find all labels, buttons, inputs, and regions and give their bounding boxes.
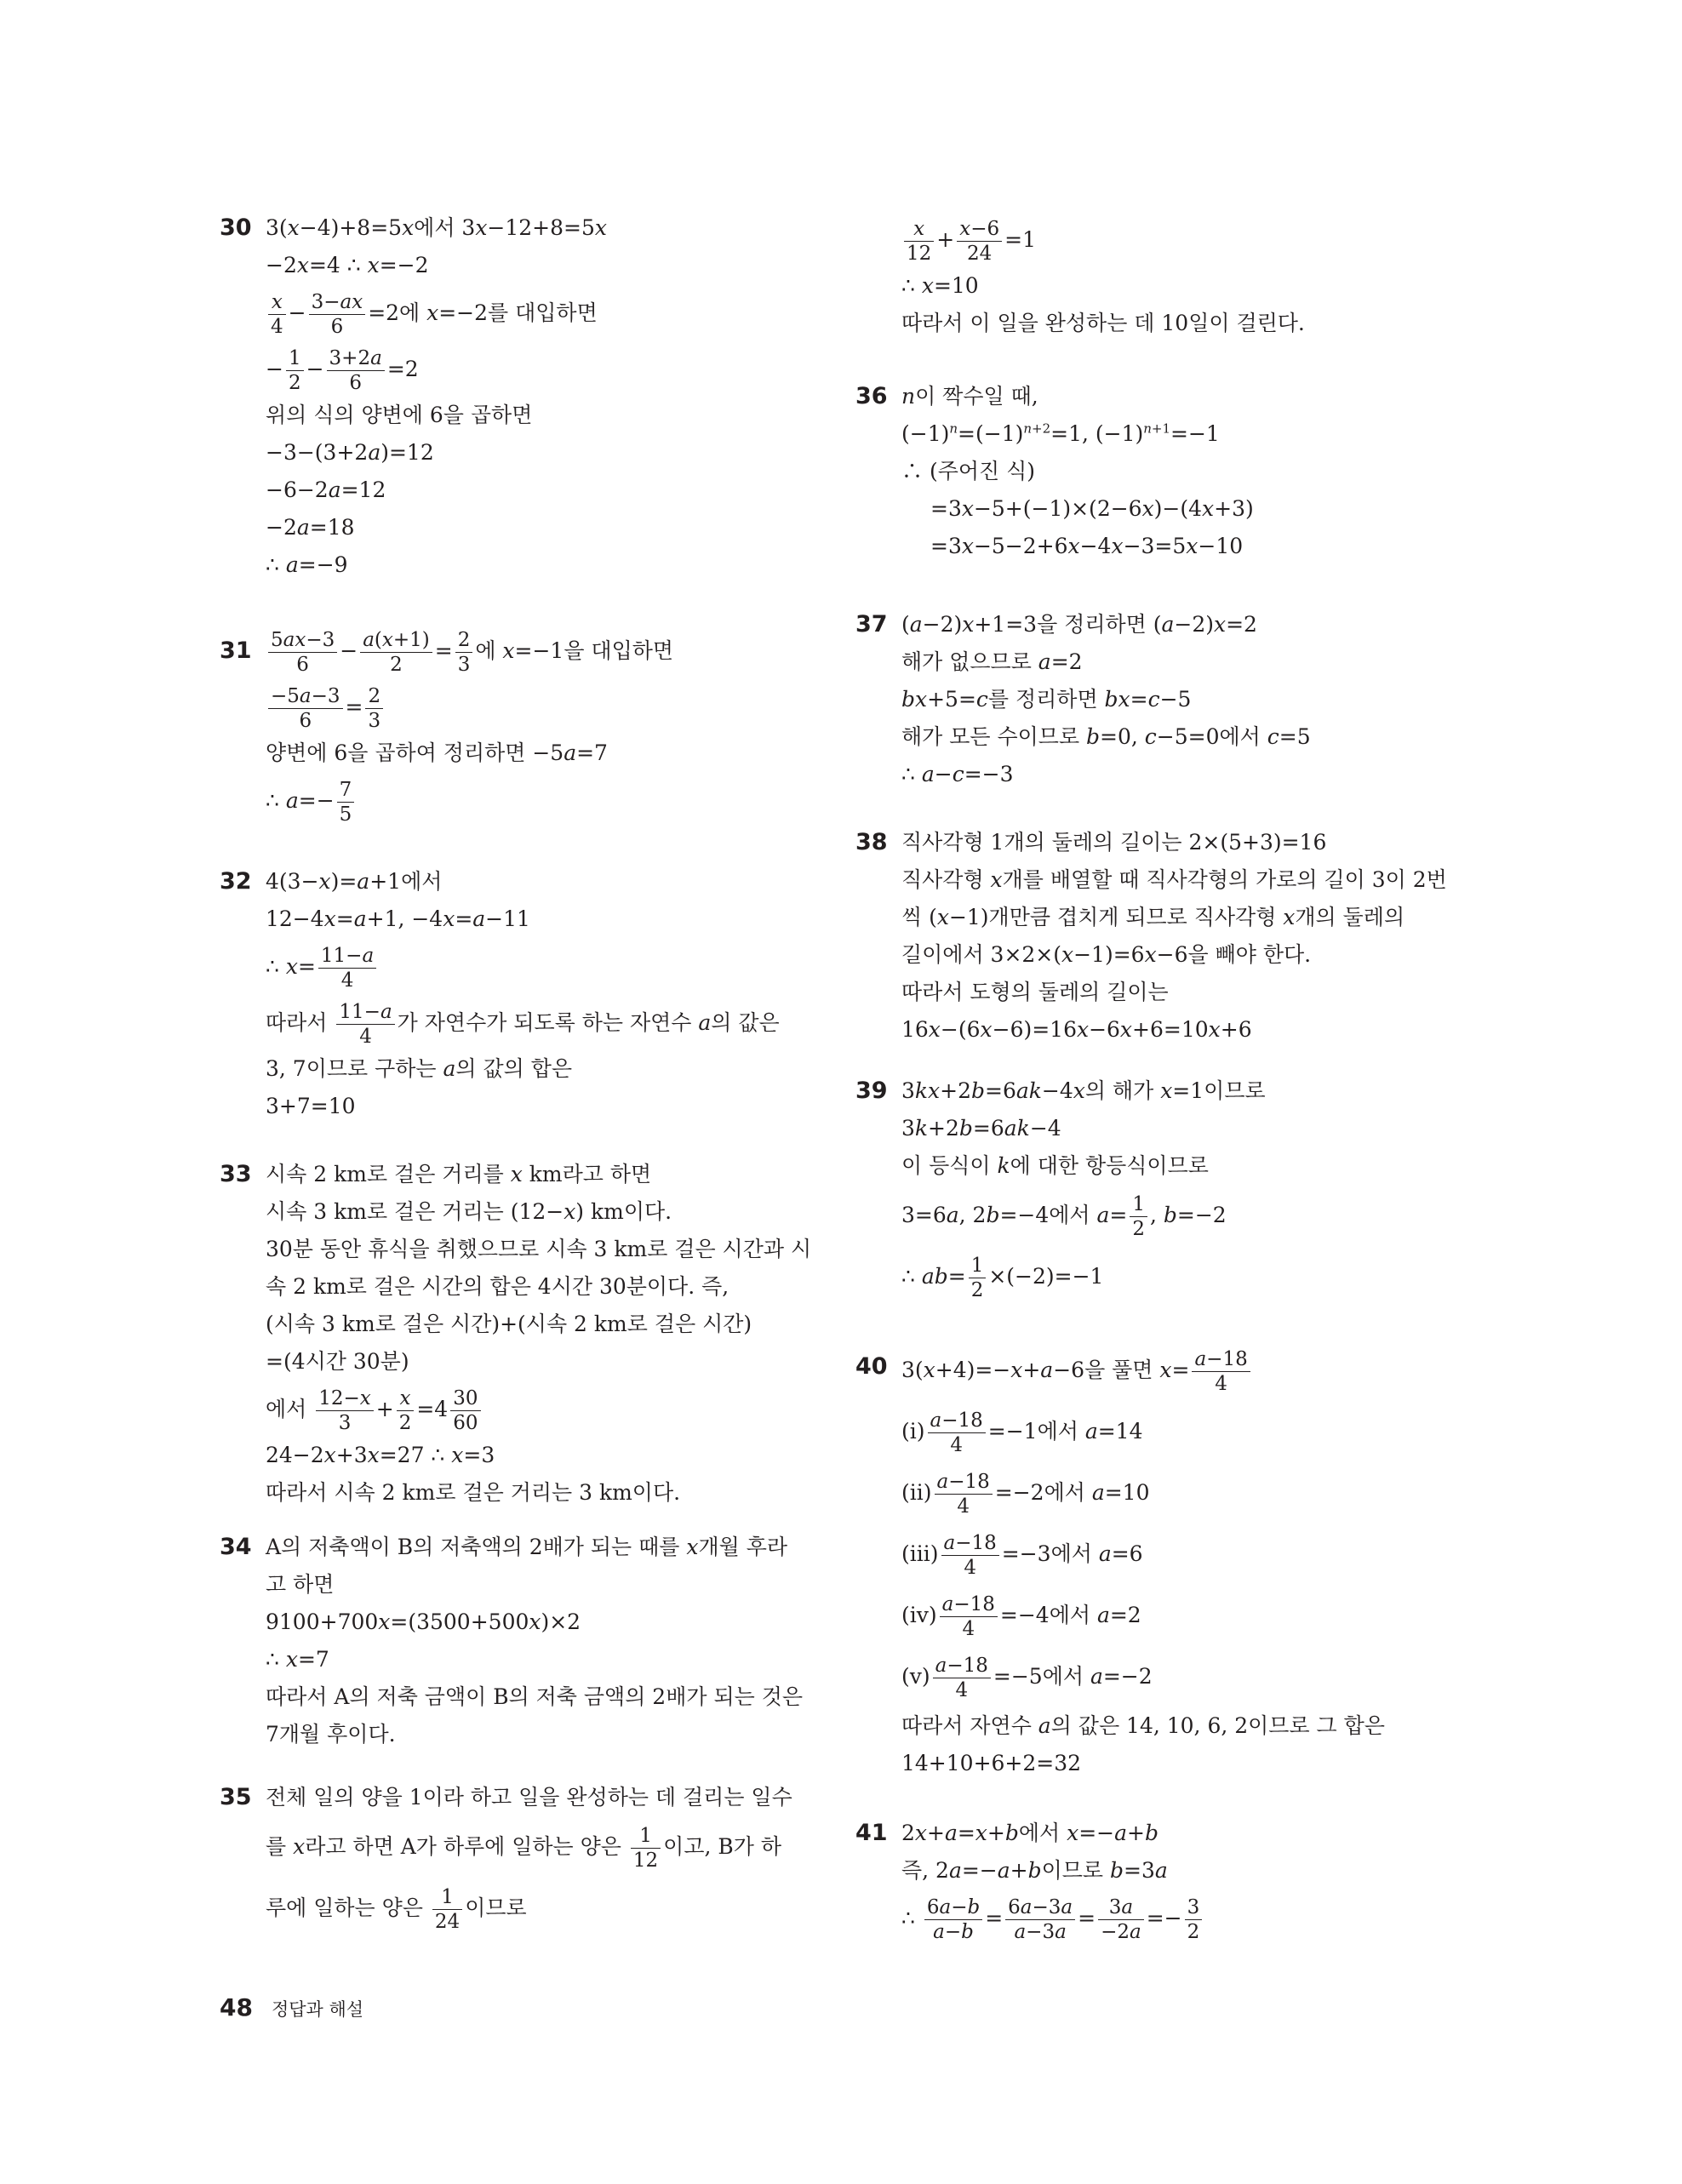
problem-number: 37 [855,611,888,637]
solution-line: $\frac{\text{𝑥}}{4}$ − $\frac{\text{3−𝑎𝑥}}{6}$ =2에 𝑥=−2를 대입하면 [266,288,798,344]
solution-line: 즉, 2𝑎=−𝑎+𝑏이므로 𝑏=3𝑎 [901,1858,1168,1883]
solution-line: 7개월 후이다. [266,1722,396,1747]
solution-line: 고 하면 [266,1572,335,1597]
fraction: $\frac{\text{𝑎−18}}{4}$ [1192,1347,1250,1396]
solution-line: 3(𝑥+4)=−𝑥+𝑎−6을 풀면 𝑥= $\frac{\text{𝑎−18}}{4}$ [901,1343,1451,1404]
solution-line: 해가 없으므로 𝑎=2 [901,649,1083,674]
solution-line: 2𝑥+𝑎=𝑥+𝑏에서 𝑥=−𝑎+𝑏 [901,1821,1159,1845]
solution-line: ∴ (주어진 식) [901,459,1036,483]
solution-line: ∴ 𝑥= $\frac{\text{11−𝑎}}{4}$ [266,941,798,998]
problem-body [266,213,798,587]
solution-line: (𝑎−2)𝑥+1=3을 정리하면 (𝑎−2)𝑥=2 [901,612,1257,637]
fraction: $\frac{\text{6𝑎−3𝑎}}{\text{𝑎−3𝑎}}$ [1005,1895,1075,1944]
solution-line: ∴ 𝑎−𝑐=−3 [901,762,1014,786]
solution-line: 해가 모든 수이므로 𝑏=0, 𝑐−5=0에서 𝑐=5 [901,724,1311,749]
solution-line: $\frac{\text{−5𝑎−3}}{6}$ = $\frac{2}{3}$ [266,682,798,738]
solution-line: 에서 $\frac{\text{12−𝑥}}{3}$ + $\frac{\text{𝑥}}{2}$ =4 $\frac{30}{60}$ [266,1384,798,1440]
problem-number: 31 [220,637,252,664]
solution-line: 이 등식이 𝑘에 대한 항등식이므로 [901,1153,1209,1178]
problem-number: 32 [220,868,252,895]
fraction: $\frac{2}{3}$ [455,628,473,677]
fraction: $\frac{\text{3−𝑎𝑥}}{6}$ [309,290,366,339]
fraction: $\frac{\text{6𝑎−𝑏}}{\text{𝑎−𝑏}}$ [924,1895,982,1944]
problem-number: 35 [220,1784,252,1810]
solution-line: 직사각형 𝑥개를 배열할 때 직사각형의 가로의 길이 3이 2번 [901,867,1447,892]
solution-line: 따라서 도형의 둘레의 길이는 [901,980,1169,1004]
problem-body [901,1343,1451,1786]
fraction: $\frac{\text{𝑎−18}}{4}$ [940,1592,998,1641]
fraction: $\frac{\text{11−𝑎}}{4}$ [336,1000,394,1049]
solution-line: 길이에서 3×2×(𝑥−1)=6𝑥−6을 빼야 한다. [901,942,1312,967]
page-footer [220,1993,363,2021]
solution-line: =(4시간 30분) [266,1349,409,1374]
case-line: (ⅳ) $\frac{\text{𝑎−18}}{4}$ =−4에서 𝑎=2 [901,1593,1141,1640]
solution-line: 따라서 시속 2 km로 걸은 거리는 3 km이다. [266,1480,681,1505]
solution-line: 직사각형 1개의 둘레의 길이는 2×(5+3)=16 [901,830,1327,855]
solution-line: =3𝑥−5−2+6𝑥−4𝑥−3=5𝑥−10 [930,534,1244,558]
fraction: $\frac{\text{5𝑎𝑥−3}}{6}$ [268,628,337,677]
solution-line: $\frac{\text{5𝑎𝑥−3}}{6}$ − $\frac{\text{𝑎(𝑥+1)}}{2}$ = $\frac{2}{3}$ 에 𝑥=−1을 대입하면 [266,626,798,682]
problem-body [266,866,798,1129]
solution-line: 위의 식의 양변에 6을 곱하면 [266,403,533,427]
solution-line: ∴ 𝑎=−9 [266,552,348,577]
solution-line: −6−2𝑎=12 [266,477,386,502]
solution-line: 3(𝑥−4)+8=5𝑥에서 3𝑥−12+8=5𝑥 [266,215,607,240]
solution-line: 따라서 이 일을 완성하는 데 10일이 걸린다. [901,311,1305,335]
solution-line: $\frac{\text{𝑥}}{12}$ + $\frac{\text{𝑥−6}}{24}$ =1 [901,214,1451,271]
solution-line: 3, 7이므로 구하는 𝑎의 값의 합은 [266,1056,573,1081]
fraction: $\frac{30}{60}$ [450,1386,480,1435]
solution-line: −2𝑥=4 ∴ 𝑥=−2 [266,253,429,277]
problem-body [901,1818,1451,1949]
solution-line: 4(3−𝑥)=𝑎+1에서 [266,869,443,894]
page-number: 48 [220,1993,253,2021]
solution-line: 양변에 6을 곱하여 정리하면 −5𝑎=7 [266,740,608,765]
fraction: $\frac{\text{−5𝑎−3}}{6}$ [268,684,343,733]
problem-number: 33 [220,1161,252,1187]
solution-line: 전체 일의 양을 1이라 하고 일을 완성하는 데 걸리는 일수 [266,1785,792,1810]
solution-line: − $\frac{1}{2}$ − $\frac{\text{3+2𝑎}}{6}$ =2 [266,347,419,394]
fraction: $\frac{\text{𝑎−18}}{4}$ [935,1470,993,1518]
case-line: (ⅰ) $\frac{\text{𝑎−18}}{4}$ =−1에서 𝑎=14 [901,1409,1143,1456]
problem-body [266,1532,804,1757]
fraction: $\frac{1}{2}$ [1130,1192,1147,1241]
fraction: $\frac{\text{3𝑎}}{\text{−2𝑎}}$ [1098,1895,1144,1944]
solution-line: ∴ 𝑎𝑏= $\frac{1}{2}$ ×(−2)=−1 [901,1255,1104,1301]
solution-line: ∴ 𝑥=10 [901,273,979,298]
fraction: $\frac{\text{𝑎−18}}{4}$ [941,1531,999,1580]
solution-line: 14+10+6+2=32 [901,1751,1082,1775]
solution-line: (시속 3 km로 걸은 시간)+(시속 2 km로 걸은 시간) [266,1312,752,1336]
case-line: (ⅲ) $\frac{\text{𝑎−18}}{4}$ =−3에서 𝑎=6 [901,1532,1143,1579]
fraction: $\frac{1}{12}$ [631,1824,661,1872]
solution-line: 30분 동안 휴식을 취했으므로 시속 3 km로 걸은 시간과 시 [266,1237,812,1261]
solution-line: 3=6𝑎, 2𝑏=−4에서 𝑎= $\frac{1}{2}$ , 𝑏=−2 [901,1193,1227,1240]
fraction: $\frac{\text{𝑥}}{2}$ [397,1386,415,1435]
problem-body [901,214,1451,346]
solution-line: 16𝑥−(6𝑥−6)=16𝑥−6𝑥+6=10𝑥+6 [901,1017,1252,1042]
case-line: (ⅱ) $\frac{\text{𝑎−18}}{4}$ =−2에서 𝑎=10 [901,1471,1150,1518]
problem-body [901,827,1451,1052]
solution-line: −2𝑎=18 [266,515,355,540]
solution-line: 씩 (𝑥−1)개만큼 겹치게 되므로 직사각형 𝑥개의 둘레의 [901,905,1405,929]
solution-line: 속 2 km로 걸은 시간의 합은 4시간 30분이다. 즉, [266,1274,729,1299]
solution-line: −3−(3+2𝑎)=12 [266,440,434,465]
fraction: $\frac{2}{3}$ [365,684,383,733]
problem-number: 30 [220,214,252,241]
solution-line: 24−2𝑥+3𝑥=27 ∴ 𝑥=3 [266,1443,495,1467]
problem-number: 38 [855,829,888,855]
footer-label: 정답과 해설 [271,1999,364,2020]
fraction: $\frac{\text{𝑎(𝑥+1)}}{2}$ [360,628,432,677]
problem-body [901,1076,1451,1311]
solution-line: 따라서 자연수 𝑎의 값은 14, 10, 6, 2이므로 그 합은 [901,1713,1385,1738]
problem-body [901,609,1451,797]
fraction: $\frac{\text{11−𝑎}}{4}$ [318,944,376,992]
solution-line: =3𝑥−5+(−1)×(2−6𝑥)−(4𝑥+3) [930,496,1254,521]
problem-body [901,381,1451,569]
solution-line: A의 저축액이 B의 저축액의 2배가 되는 때를 𝑥개월 후라 [266,1535,788,1559]
fraction: $\frac{\text{𝑥}}{12}$ [904,217,934,266]
solution-line: 시속 2 km로 걸은 거리를 𝑥 km라고 하면 [266,1162,652,1186]
problem-body [266,1159,812,1515]
solution-line: 시속 3 km로 걸은 거리는 (12−𝑥) km이다. [266,1199,672,1224]
solution-line: ∴ $\frac{\text{6𝑎−𝑏}}{\text{𝑎−𝑏}}$ = $\frac{\text{6𝑎−3𝑎}}{\text{𝑎−3𝑎}}$ = $\frac{\text{3𝑎}}{\text{−2𝑎}}$ =− $\frac{3}{2}$ [901,1893,1451,1949]
solution-line: 따라서 $\frac{\text{11−𝑎}}{4}$ 가 자연수가 되도록 하는 자연수 𝑎의 값은 [266,1001,780,1048]
solution-line: 를 𝑥라고 하면 A가 하루에 일하는 양은 $\frac{1}{12}$ 이고, B가 하 [266,1825,781,1872]
solution-line: 3+7=10 [266,1094,356,1118]
fraction: $\frac{1}{2}$ [286,346,304,395]
solution-line: 따라서 A의 저축 금액이 B의 저축 금액의 2배가 되는 것은 [266,1684,804,1709]
problem-number: 36 [855,383,888,409]
solution-line: $(-1)^𝑛=(-1)^{𝑛+2}=1$, $(-1)^{𝑛+1}=-1$ [901,420,1220,446]
solution-line: 3𝑘+2𝑏=6𝑎𝑘−4 [901,1116,1061,1141]
solution-line: 루에 일하는 양은 $\frac{1}{24}$ 이므로 [266,1886,527,1933]
fraction: $\frac{\text{𝑎−18}}{4}$ [933,1654,991,1702]
solution-line: ∴ 𝑥=7 [266,1647,329,1672]
solution-line: ∴ 𝑎=− $\frac{7}{5}$ [266,775,798,832]
problem-number: 34 [220,1534,252,1560]
case-line: (ⅴ) $\frac{\text{𝑎−18}}{4}$ =−5에서 𝑎=−2 [901,1655,1153,1701]
problem-body [266,1782,798,1942]
fraction: $\frac{\text{3+2𝑎}}{6}$ [327,346,385,395]
fraction: $\frac{3}{2}$ [1185,1895,1203,1944]
problem-number: 40 [855,1353,888,1380]
solution-line: 12−4𝑥=𝑎+1, −4𝑥=𝑎−11 [266,906,530,931]
fraction: $\frac{1}{24}$ [432,1885,462,1934]
solution-line: 3𝑘𝑥+2𝑏=6𝑎𝑘−4𝑥의 해가 𝑥=1이므로 [901,1078,1266,1103]
fraction: $\frac{\text{12−𝑥}}{3}$ [316,1386,374,1435]
solution-line: 𝑛이 짝수일 때, [901,384,1038,409]
fraction: $\frac{7}{5}$ [337,778,355,826]
solution-line: 𝑏𝑥+5=𝑐를 정리하면 𝑏𝑥=𝑐−5 [901,687,1192,712]
problem-body [266,626,798,832]
solution-line: 9100+700𝑥=(3500+500𝑥)×2 [266,1609,581,1634]
problem-number: 41 [855,1820,888,1846]
fraction: $\frac{\text{𝑎−18}}{4}$ [928,1409,986,1457]
problem-number: 39 [855,1078,888,1104]
fraction: $\frac{\text{𝑥}}{4}$ [268,290,286,339]
fraction: $\frac{\text{𝑥−6}}{24}$ [957,217,1002,266]
fraction: $\frac{1}{2}$ [969,1254,987,1302]
